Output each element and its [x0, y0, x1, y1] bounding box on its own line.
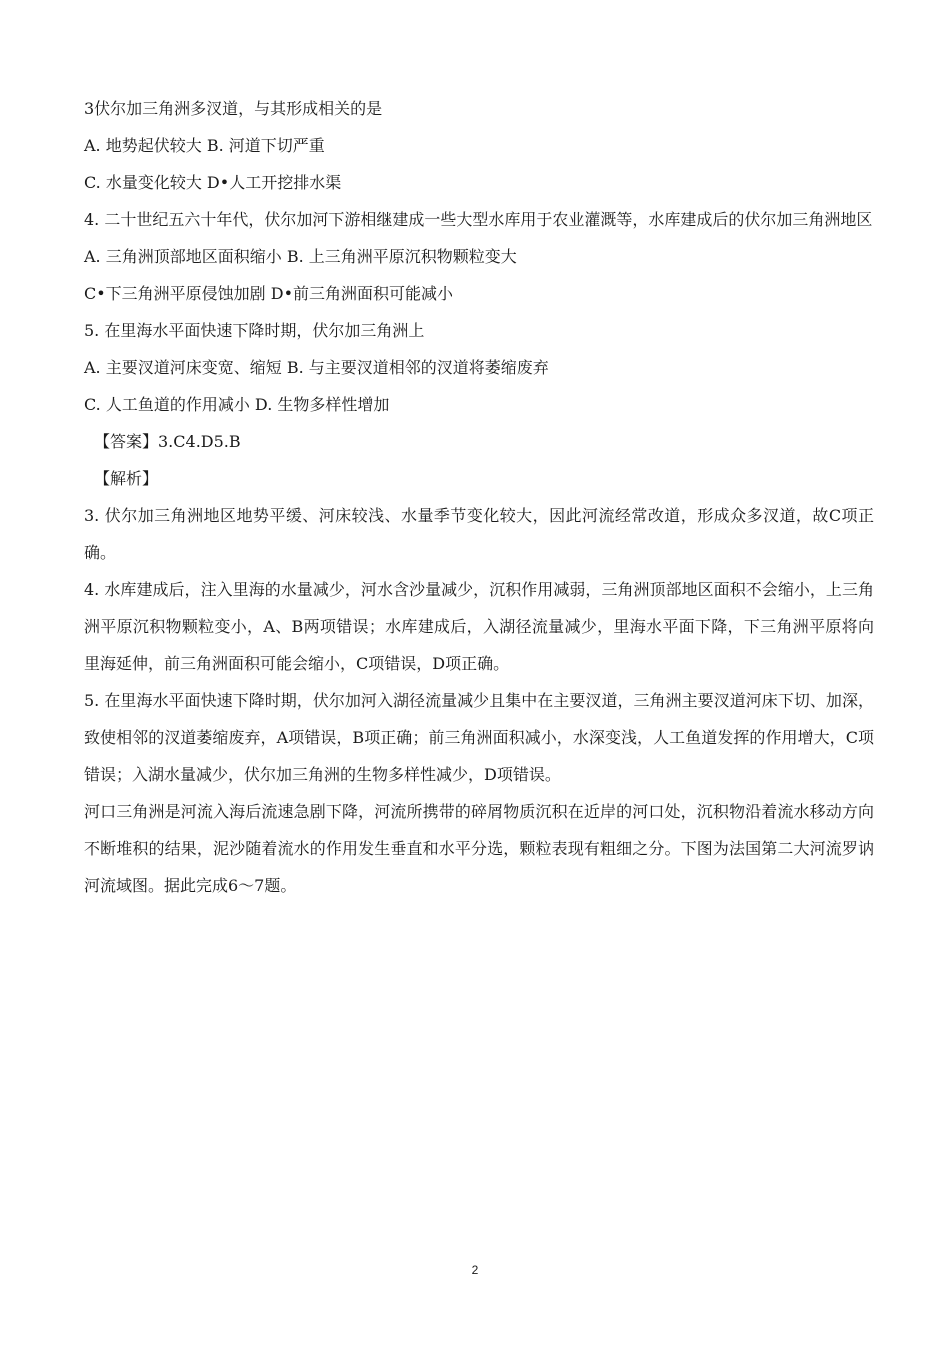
question-5-options-cd: C. 人工鱼道的作用减小 D. 生物多样性增加: [84, 395, 390, 414]
question-3-options-ab: A. 地势起伏较大 B. 河道下切严重: [84, 136, 325, 155]
question-3-stem: 3伏尔加三角洲多汊道，与其形成相关的是: [84, 99, 383, 118]
page-number: 2: [471, 1263, 479, 1277]
analysis-label: 【解析】: [94, 469, 159, 488]
analysis-4: 4. 水库建成后，注入里海的水量减少，河水含沙量减少，沉积作用减弱，三角洲顶部地区面积不会缩小，上三角洲平原沉积物颗粒变小，A、B两项错误；水库建成后，入湖径流量减少，里海水平面下降，下三角洲平原将向里海延伸，前三角洲面积可能会缩小，C项错误，D项正确。: [84, 580, 874, 673]
question-3-options-cd: C. 水量变化较大 D•人工开挖排水渠: [84, 173, 342, 192]
question-4-stem: 4. 二十世纪五六十年代，伏尔加河下游相继建成一些大型水库用于农业灌溉等，水库建成后的伏尔加三角洲地区: [84, 210, 873, 229]
question-5-options-ab: A. 主要汊道河床变宽、缩短 B. 与主要汊道相邻的汊道将萎缩废弃: [84, 358, 549, 377]
next-section-intro: 河口三角洲是河流入海后流速急剧下降，河流所携带的碎屑物质沉积在近岸的河口处，沉积物沿着流水移动方向不断堆积的结果，泥沙随着流水的作用发生垂直和水平分选，颗粒表现有粗细之分。下图为法国第二大河流罗讷河流域图。据此完成6〜7题。: [84, 802, 874, 895]
analysis-5: 5. 在里海水平面快速下降时期，伏尔加河入湖径流量减少且集中在主要汊道，三角洲主要汊道河床下切、加深，致使相邻的汊道萎缩废弃，A项错误，B项正确；前三角洲面积减小，水深变浅，人工鱼道发挥的作用增大，C项错误；入湖水量减少，伏尔加三角洲的生物多样性减少，D项错误。: [84, 691, 874, 784]
analysis-3: 3. 伏尔加三角洲地区地势平缓、河床较浅、水量季节变化较大，因此河流经常改道，形成众多汊道，故C项正确。: [84, 506, 874, 562]
answer-line: 【答案】3.C4.D5.B: [94, 432, 241, 451]
document-page: [84, 90, 874, 904]
question-5-stem: 5. 在里海水平面快速下降时期，伏尔加三角洲上: [84, 321, 425, 340]
question-4-options-cd: C•下三角洲平原侵蚀加剧 D•前三角洲面积可能减小: [84, 284, 454, 303]
question-4-options-ab: A. 三角洲顶部地区面积缩小 B. 上三角洲平原沉积物颗粒变大: [84, 247, 517, 266]
